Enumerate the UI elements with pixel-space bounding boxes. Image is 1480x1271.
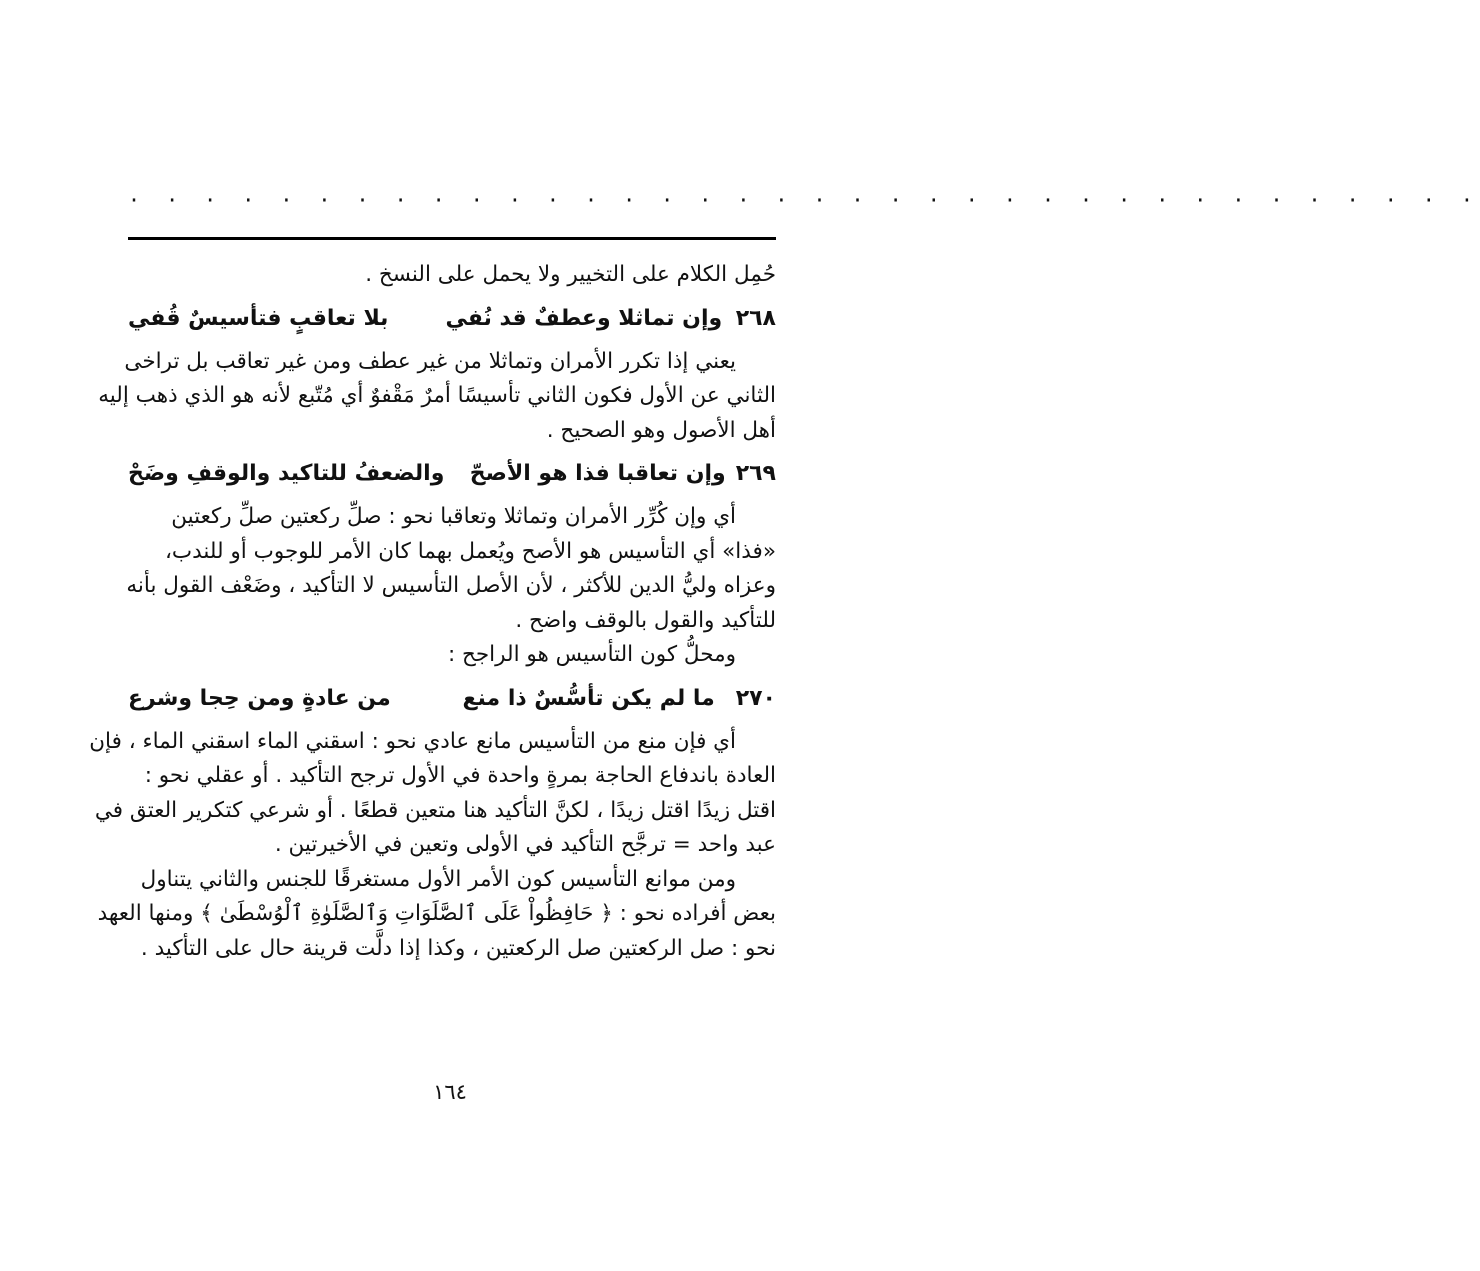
verse-269 bbox=[128, 448, 776, 500]
paragraph-line: أهل الأصول وهو الصحيح . bbox=[546, 417, 776, 443]
verse-number: ٢٦٨ bbox=[735, 305, 776, 331]
verse-number: ٢٧٠ bbox=[735, 685, 776, 711]
paragraph-line: أي وإن كُرِّر الأمران وتماثلا وتعاقبا نحو : صلِّ ركعتين صلِّ ركعتين bbox=[171, 504, 736, 529]
paragraph-line: ومن موانع التأسيس كون الأمر الأول مستغرقًا للجنس والثاني يتناول bbox=[140, 866, 736, 892]
horizontal-rule bbox=[128, 237, 776, 240]
paragraph-line: نحو : صل الركعتين صل الركعتين ، وكذا إذا دلَّت قرينة حال على التأكيد . bbox=[140, 935, 776, 961]
verse-hemistich-2: من عادةٍ ومن حِجا وشرع bbox=[128, 685, 391, 711]
paragraph-line: «فذا» أي التأسيس هو الأصح ويُعمل بهما كان الأمر للوجوب أو للندب، bbox=[164, 538, 776, 564]
paragraph-line: حُمِل الكلام على التخيير ولا يحمل على النسخ . bbox=[365, 262, 776, 287]
paragraph-line: بعض أفراده نحو : ﴿ حَافِظُواْ عَلَى ٱلصَّلَوَاتِ وَٱلصَّلَوٰةِ ٱلْوُسْطَىٰ ﴾ ومنها العهد bbox=[97, 901, 776, 926]
paragraph-line: اقتل زيدًا اقتل زيدًا ، لكنَّ التأكيد هنا متعين قطعًا . أو شرعي كتكرير العتق في bbox=[94, 797, 776, 823]
verse-hemistich-1: ما لم يكن تأسُّسٌ ذا منع bbox=[462, 685, 715, 711]
verse-hemistich-2: بلا تعاقبٍ فتأسيسٌ قُفي bbox=[128, 305, 389, 331]
paragraph-line: الثاني عن الأول فكون الثاني تأسيسًا أمرٌ مَقْفوٌ أي مُتّبع لأنه هو الذي ذهب إليه bbox=[98, 383, 776, 408]
verse-hemistich-1: وإن تعاقبا فذا هو الأصحّ bbox=[469, 461, 726, 486]
paragraph-line: أي فإن منع من التأسيس مانع عادي نحو : اسقني الماء اسقني الماء ، فإن bbox=[89, 728, 736, 754]
page-content bbox=[89, 258, 776, 966]
paragraph-line: وعزاه وليُّ الدين للأكثر ، لأن الأصل التأسيس لا التأكيد ، وضَعْف القول بأنه bbox=[126, 573, 776, 598]
verse-hemistich-2: والضعفُ للتاكيد والوقفِ وضَحْ bbox=[128, 461, 445, 486]
paragraph-line: للتأكيد والقول بالوقف واضح . bbox=[515, 607, 776, 633]
dotted-separator: · · · · · · · · · · · · · · · · · · · · · · · · · · · · · · · · · · · · bbox=[128, 188, 1480, 212]
paragraph-line: ومحلُّ كون التأسيس هو الراجح : bbox=[447, 642, 736, 667]
verse-270 bbox=[128, 673, 776, 725]
verse-hemistich-1: وإن تماثلا وعطفٌ قد نُفي bbox=[445, 305, 723, 331]
paragraph-line: العادة باندفاع الحاجة بمرةٍ واحدة في الأول ترجح التأكيد . أو عقلي نحو : bbox=[144, 763, 776, 788]
paragraph-line: يعني إذا تكرر الأمران وتماثلا من غير عطف ومن غير تعاقب بل تراخى bbox=[124, 348, 736, 374]
paragraph-line: عبد واحد = ترجَّح التأكيد في الأولى وتعين في الأخيرتين . bbox=[274, 832, 776, 857]
verse-268 bbox=[128, 293, 776, 345]
page-number: ١٦٤ bbox=[433, 1080, 467, 1104]
verse-number: ٢٦٩ bbox=[735, 461, 776, 486]
